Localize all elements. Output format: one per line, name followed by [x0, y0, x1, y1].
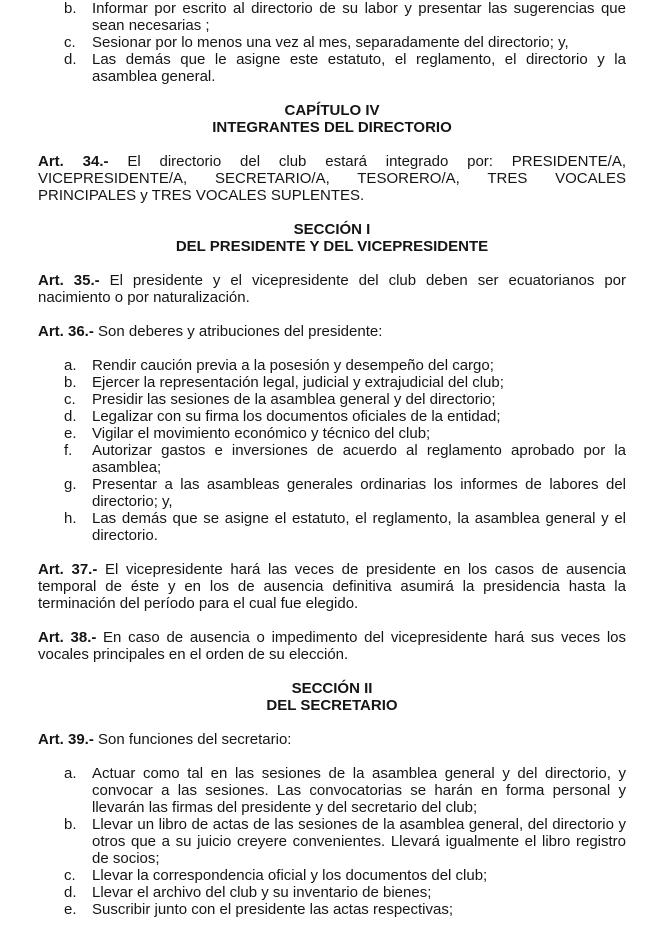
list-item — [38, 425, 626, 442]
list-text: Actuar como tal en las sesiones de la asamblea general y del directorio, y convocar a las sesiones. Las convocatorias se harán en forma personal y llevarán las firmas del presidente y del secretario del club; — [92, 765, 626, 816]
list-text: Sesionar por lo menos una vez al mes, separadamente del directorio; y, — [92, 34, 569, 51]
list-item — [38, 0, 626, 34]
list-item — [38, 51, 626, 85]
article-label: Art. 35.- — [38, 272, 100, 289]
list-letter: h. — [64, 510, 77, 527]
list-item — [38, 357, 626, 374]
list-letter: e. — [64, 425, 77, 442]
list-letter: b. — [64, 0, 77, 17]
article-label: Art. 36.- — [38, 323, 94, 340]
list-letter: g. — [64, 476, 77, 493]
list-text: Las demás que le asigne este estatuto, el reglamento, el directorio y la asamblea general. — [92, 51, 626, 85]
list-text: Llevar el archivo del club y su inventario de bienes; — [92, 884, 432, 901]
list-letter: e. — [64, 901, 77, 918]
list-text: Llevar un libro de actas de las sesiones de la asamblea general, del directorio y otros que a su juicio creyere convenientes. Llevará igualmente el libro registro de socios; — [92, 816, 626, 867]
list-letter: d. — [64, 884, 77, 901]
section-2-title: SECCIÓN II — [291, 680, 373, 697]
list-letter: b. — [64, 374, 77, 391]
list-letter: f. — [64, 442, 73, 459]
article-36 — [38, 323, 626, 340]
article-text: Son funciones del secretario: — [93, 731, 292, 748]
chapter-title: CAPÍTULO IV — [284, 102, 380, 119]
list-letter: a. — [64, 765, 77, 782]
list-letter: d. — [64, 51, 77, 68]
list-letter: c. — [64, 867, 76, 884]
article-label: Art. 39.- — [38, 731, 94, 748]
list-item — [38, 765, 626, 816]
article-label: Art. 38.- — [38, 629, 97, 646]
article-34 — [38, 153, 626, 204]
list-letter: c. — [64, 34, 76, 51]
article-37 — [38, 561, 626, 612]
list-item — [38, 34, 626, 51]
list-text: Presentar a las asambleas generales ordinarias los informes de labores del directorio; y, — [92, 476, 626, 510]
list-text: Legalizar con su firma los documentos oficiales de la entidad; — [92, 408, 501, 425]
article-label: Art. 37.- — [38, 561, 98, 578]
list-text: Autorizar gastos e inversiones de acuerdo al reglamento aprobado por la asamblea; — [92, 442, 626, 476]
article-text: El directorio del club estará integrado por: PRESIDENTE/A, VICEPRESIDENTE/A, SECRETARIO/A, TESORERO/A, TRES VOCALES PRINCIPALES y TRES VOCALES SUPLENTES. — [38, 153, 626, 204]
list-item — [38, 510, 626, 544]
list-text: Presidir las sesiones de la asamblea general y del directorio; — [92, 391, 496, 408]
chapter-subtitle: INTEGRANTES DEL DIRECTORIO — [212, 119, 452, 136]
list-item — [38, 391, 626, 408]
list-text: Rendir caución previa a la posesión y desempeño del cargo; — [92, 357, 494, 374]
list-item — [38, 476, 626, 510]
article-39 — [38, 731, 626, 748]
list-letter: d. — [64, 408, 77, 425]
list-letter: c. — [64, 391, 76, 408]
article-text: El presidente y el vicepresidente del club deben ser ecuatorianos por nacimiento o por naturalización. — [38, 272, 627, 306]
section-1-subtitle: DEL PRESIDENTE Y DEL VICEPRESIDENTE — [175, 238, 489, 255]
list-letter: b. — [64, 816, 77, 833]
list-text: Ejercer la representación legal, judicial y extrajudicial del club; — [92, 374, 504, 391]
list-text: Llevar la correspondencia oficial y los documentos del club; — [92, 867, 488, 884]
list-item — [38, 884, 626, 901]
list-item — [38, 867, 626, 884]
list-top — [38, 0, 626, 85]
list-secretary-duties — [38, 765, 626, 918]
section-2-subtitle: DEL SECRETARIO — [266, 697, 398, 714]
list-item — [38, 816, 626, 867]
list-item — [38, 408, 626, 425]
list-text: Suscribir junto con el presidente las actas respectivas; — [92, 901, 454, 918]
section-1-title: SECCIÓN I — [293, 221, 371, 238]
list-item — [38, 901, 626, 918]
list-item — [38, 442, 626, 476]
list-text: Vigilar el movimiento económico y técnico del club; — [92, 425, 431, 442]
list-president-duties — [38, 357, 626, 544]
article-label: Art. 34.- — [38, 153, 109, 170]
article-text: En caso de ausencia o impedimento del vicepresidente hará sus veces los vocales principales en el orden de su elección. — [38, 629, 627, 663]
article-text: El vicepresidente hará las veces de presidente en los casos de ausencia temporal de éste y en los de ausencia definitiva asumirá la presidencia hasta la terminación del período para el cual fue elegido. — [38, 561, 626, 612]
article-38 — [38, 629, 626, 663]
list-text: Informar por escrito al directorio de su labor y presentar las sugerencias que sean necesarias ; — [92, 0, 626, 34]
list-letter: a. — [64, 357, 77, 374]
article-text: Son deberes y atribuciones del presidente: — [93, 323, 383, 340]
list-item — [38, 374, 626, 391]
article-35 — [38, 272, 626, 306]
list-text: Las demás que se asigne el estatuto, el reglamento, la asamblea general y el directorio. — [92, 510, 626, 544]
